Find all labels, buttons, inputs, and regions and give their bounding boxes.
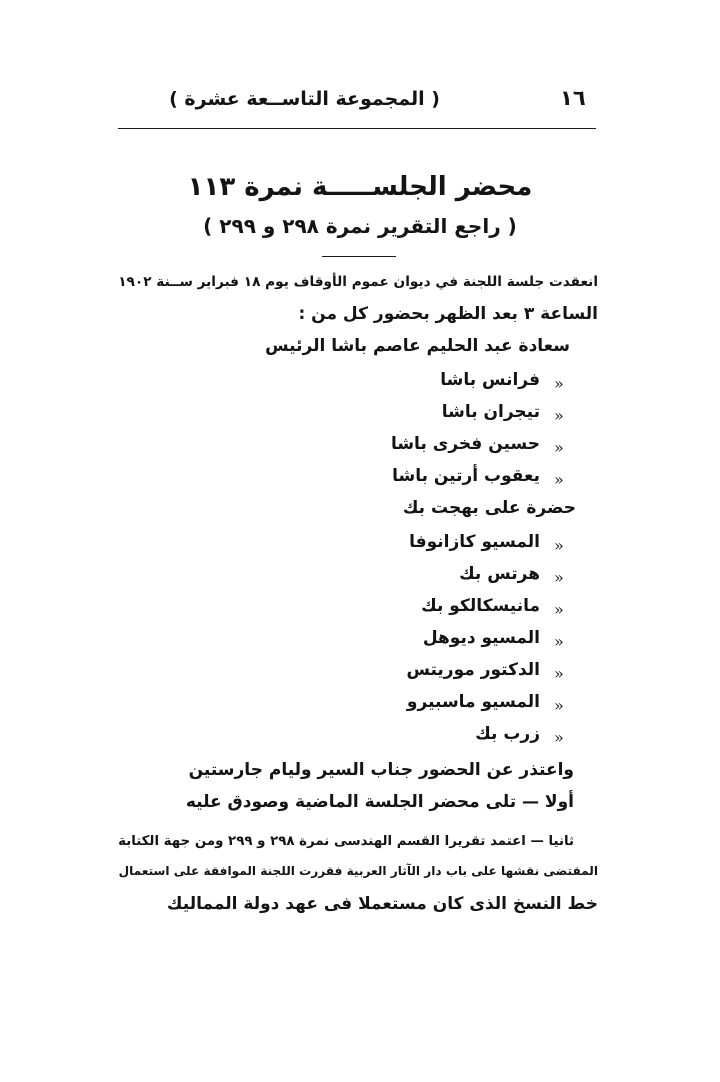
opening-line-1: انعقدت جلسة اللجنة في ديوان عموم الأوقاف يوم ١٨ فبراير ســنة ١٩٠٢	[118, 274, 598, 290]
ditto-mark: «	[554, 470, 564, 489]
ditto-mark: «	[554, 406, 564, 425]
ditto-mark: «	[554, 600, 564, 619]
group-2-head: حضرة على بهجت بك	[402, 498, 576, 518]
ditto-mark: «	[554, 696, 564, 715]
member-name: مانيسكالكو بك	[421, 596, 540, 616]
member-name: الدكتور موريتس	[406, 660, 540, 680]
ditto-mark: «	[554, 374, 564, 393]
title-rule	[322, 256, 396, 257]
ditto-mark: «	[554, 568, 564, 587]
item-two-line-1: ثانيا — اعتمد تقريرا القسم الهندسى نمرة ٢٩٨ و ٢٩٩ ومن جهة الكتابة	[118, 834, 574, 849]
member-name: حسين فخرى باشا	[390, 434, 540, 454]
ditto-mark: «	[554, 536, 564, 555]
member-name: فرانس باشا	[440, 370, 540, 390]
member-name: المسيو كازانوفا	[409, 532, 540, 552]
item-two-line-3: خط النسخ الذى كان مستعملا فى عهد دولة المماليك	[166, 894, 598, 914]
member-name: تيجران باشا	[441, 402, 540, 422]
member-name: هرتس بك	[459, 564, 540, 584]
session-title: محضر الجلســـــة نمرة ١١٣	[187, 172, 533, 202]
item-two-line-2: المقتضى نقشها على باب دار الآثار العربية فقررت اللجنة الموافقة على استعمال	[118, 864, 598, 878]
chairman-line: سعادة عبد الحليم عاصم باشا الرئيس	[265, 336, 570, 356]
page-number: ١٦	[560, 86, 586, 110]
header-rule	[118, 128, 596, 129]
member-name: المسيو ديوهل	[422, 628, 540, 648]
session-reference: ( راجع التقرير نمرة ٢٩٨ و ٢٩٩ )	[203, 214, 517, 238]
member-name: زرب بك	[475, 724, 540, 744]
opening-line-2: الساعة ٣ بعد الظهر بحضور كل من :	[298, 304, 598, 324]
member-name: المسيو ماسبيرو	[406, 692, 540, 712]
ditto-mark: «	[554, 632, 564, 651]
running-header: ( المجموعة التاســعة عشرة )	[169, 88, 440, 110]
ditto-mark: «	[554, 664, 564, 683]
ditto-mark: «	[554, 728, 564, 747]
item-one: أولا — تلى محضر الجلسة الماضية وصودق عليه	[185, 792, 574, 812]
apology-line: واعتذر عن الحضور جناب السير وليام جارستين	[188, 760, 574, 780]
member-name: يعقوب أرتين باشا	[392, 466, 540, 486]
ditto-mark: «	[554, 438, 564, 457]
